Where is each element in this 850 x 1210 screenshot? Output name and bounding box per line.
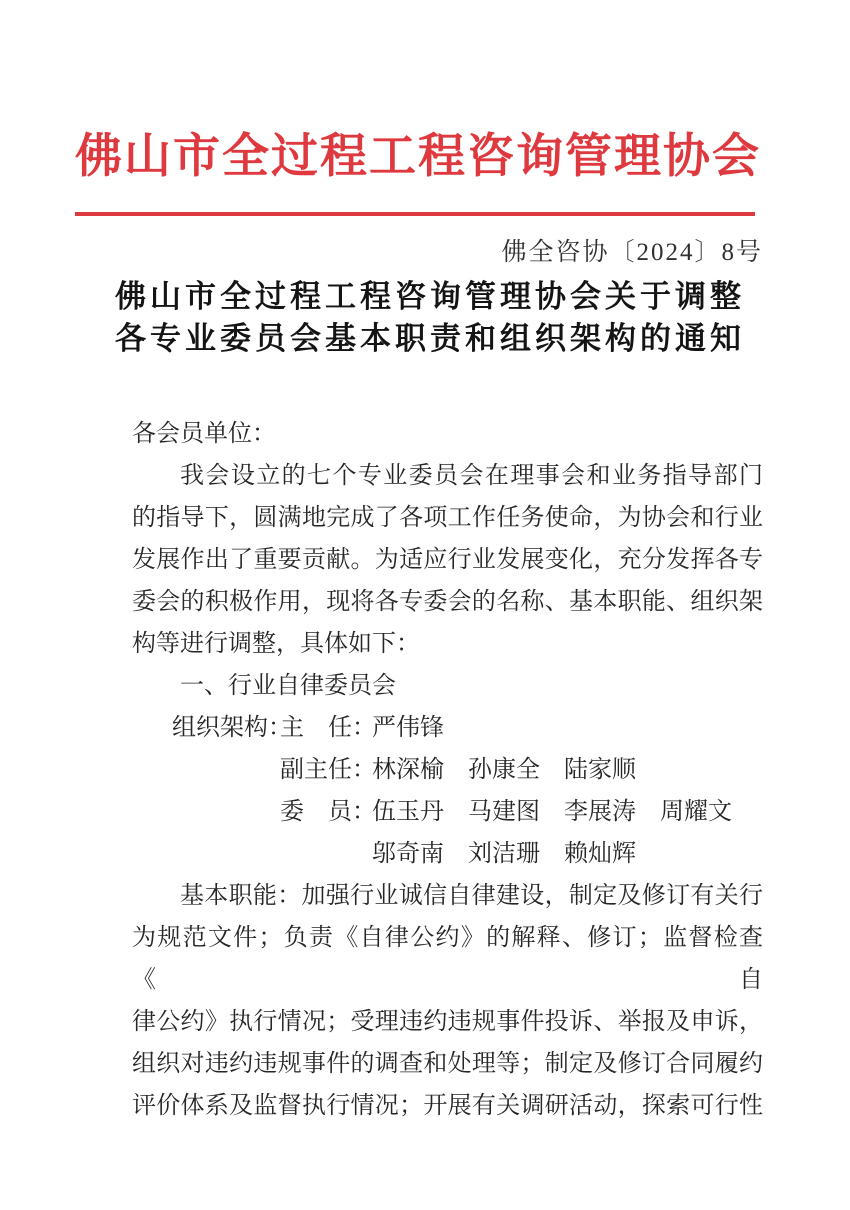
duties-paragraph [132,875,763,1127]
org-role-members-spacer [280,833,372,875]
org-names-deputy-directors: 林深榆 孙康全 陆家顺 [372,757,636,783]
org-structure-label-spacer [172,749,280,791]
document-title [100,276,760,360]
document-title-line2: 各专业委员会基本职责和组织架构的通知 [115,321,745,356]
intro-line: 我会设立的七个专业委员会在理事会和业务指导部门 [180,463,763,489]
org-structure-row [172,791,763,833]
document-title-line1: 佛山市全过程工程咨询管理协会关于调整 [115,279,745,314]
org-role-director: 主 任： [280,715,376,741]
org-structure-row [172,833,763,875]
org-names-members: 伍玉丹 马建图 李展涛 周耀文 [372,799,732,825]
intro-line: 构等进行调整，具体如下： [132,631,420,657]
intro-line: 委会的积极作用，现将各专委会的名称、基本职能、组织架 [132,589,763,615]
document-page [0,128,850,1210]
org-role-deputy-directors: 副主任： [280,757,376,783]
section1-heading: 一、行业自律委员会 [180,673,396,699]
intro-line: 发展作出了重要贡献。为适应行业发展变化，充分发挥各专 [132,547,763,573]
intro-paragraph [132,455,763,665]
org-structure-block [172,707,763,875]
org-names-director: 严伟锋 [372,715,444,741]
duties-line: 评价体系及监督执行情况；开展有关调研活动，探索可行性 [132,1093,763,1119]
duties-line: 组织对违约违规事件的调查和处理等；制定及修订合同履约 [132,1051,763,1077]
document-body [132,413,763,1127]
org-structure-row [172,707,763,749]
letterhead-org-name: 佛山市全过程工程咨询管理协会 [75,131,761,183]
salutation: 各会员单位： [132,421,276,447]
intro-line: 的指导下，圆满地完成了各项工作任务使命，为协会和行业 [132,505,763,531]
org-structure-label: 组织架构： [172,715,292,741]
org-names-members-continued: 邬奇南 刘洁珊 赖灿辉 [372,841,636,867]
org-structure-label-spacer [172,833,280,875]
org-structure-label-spacer [172,791,280,833]
org-structure-row [172,749,763,791]
duties-line: 基本职能：加强行业诚信自律建设，制定及修订有关行 [180,883,763,909]
document-number: 佛全咨协〔2024〕8号 [501,239,763,266]
letterhead-divider-line [75,212,755,216]
duties-line: 律公约》执行情况；受理违约违规事件投诉、举报及申诉， [132,1009,763,1035]
org-role-members: 委 员： [280,799,376,825]
duties-line: 为规范文件；负责《自律公约》的解释、修订；监督检查《自 [132,925,763,993]
